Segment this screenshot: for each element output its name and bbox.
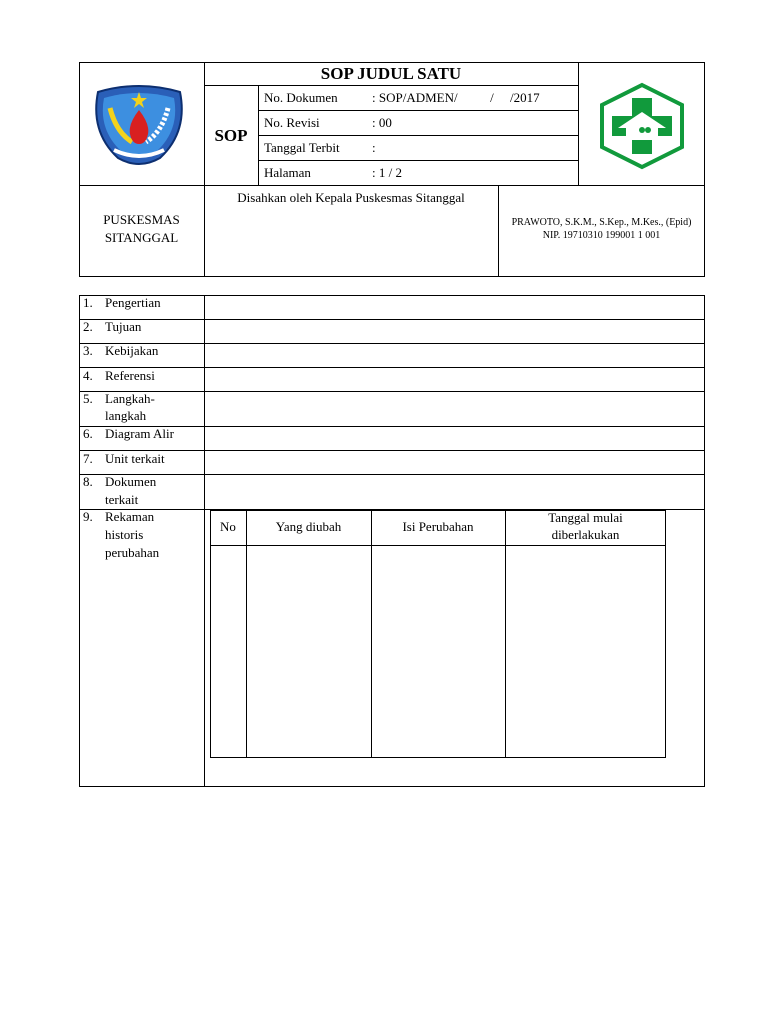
regional-emblem-logo (88, 82, 190, 168)
section-label: Rekaman (105, 509, 155, 524)
history-col-changed: Yang diubah (275, 519, 342, 534)
divider (246, 510, 247, 758)
section-label: Kebijakan (105, 343, 159, 358)
section-label-cont: langkah (105, 408, 147, 423)
history-table (210, 510, 666, 758)
document-title: SOP JUDUL SATU (320, 64, 462, 83)
section-label: Langkah- (105, 391, 155, 406)
divider (204, 62, 205, 277)
section-number: 1. (83, 295, 93, 310)
approval-text: Disahkan oleh Kepala Puskesmas Sitanggal (237, 190, 465, 205)
organization-name-line1: PUSKESMAS (103, 212, 180, 227)
signer-name: PRAWOTO, S.K.M., S.Kep., M.Kes., (Epid) (511, 217, 692, 228)
divider (204, 295, 205, 787)
sop-label: SOP (214, 126, 248, 145)
section-label-cont: historis (105, 527, 144, 542)
page-value: : 1 / 2 (372, 165, 402, 180)
divider (578, 62, 579, 185)
doc-number-label: No. Dokumen (264, 90, 338, 105)
organization-name-line2: SITANGGAL (104, 230, 179, 245)
section-number: 2. (83, 319, 93, 334)
row-divider (79, 367, 705, 368)
signer-nip: NIP. 19710310 199001 1 001 (542, 230, 661, 241)
history-col-content: Isi Perubahan (402, 519, 474, 534)
section-label: Diagram Alir (105, 426, 174, 441)
divider (204, 85, 578, 86)
history-col-no: No (220, 519, 236, 534)
section-number: 7. (83, 451, 93, 466)
divider (258, 110, 578, 111)
divider (258, 135, 578, 136)
doc-number-value: : SOP/ADMEN/ / /2017 (372, 90, 540, 105)
row-divider (79, 319, 705, 320)
section-number: 3. (83, 343, 93, 358)
history-col-date-line2: diberlakukan (551, 527, 620, 542)
divider (258, 160, 578, 161)
history-header-divider (210, 545, 666, 546)
history-col-date-line1: Tanggal mulai (548, 510, 623, 525)
revision-label: No. Revisi (264, 115, 320, 130)
divider (371, 510, 372, 758)
section-label: Unit terkait (105, 451, 165, 466)
section-number: 9. (83, 509, 93, 524)
divider (505, 510, 506, 758)
row-divider (79, 343, 705, 344)
row-divider (79, 474, 705, 475)
page-label: Halaman (264, 165, 311, 180)
section-label: Pengertian (105, 295, 161, 310)
issue-date-value: : (372, 140, 376, 155)
section-number: 4. (83, 368, 93, 383)
section-label: Tujuan (105, 319, 142, 334)
section-label: Dokumen (105, 474, 157, 489)
section-label-cont: terkait (105, 492, 139, 507)
issue-date-label: Tanggal Terbit (264, 140, 340, 155)
section-label: Referensi (105, 368, 155, 383)
section-number: 8. (83, 474, 93, 489)
divider (79, 185, 705, 186)
row-divider (79, 450, 705, 451)
revision-value: : 00 (372, 115, 392, 130)
puskesmas-green-cross-logo (596, 82, 688, 170)
section-number: 5. (83, 391, 93, 406)
row-divider (79, 391, 705, 392)
section-number: 6. (83, 426, 93, 441)
section-label-cont: perubahan (105, 545, 160, 560)
